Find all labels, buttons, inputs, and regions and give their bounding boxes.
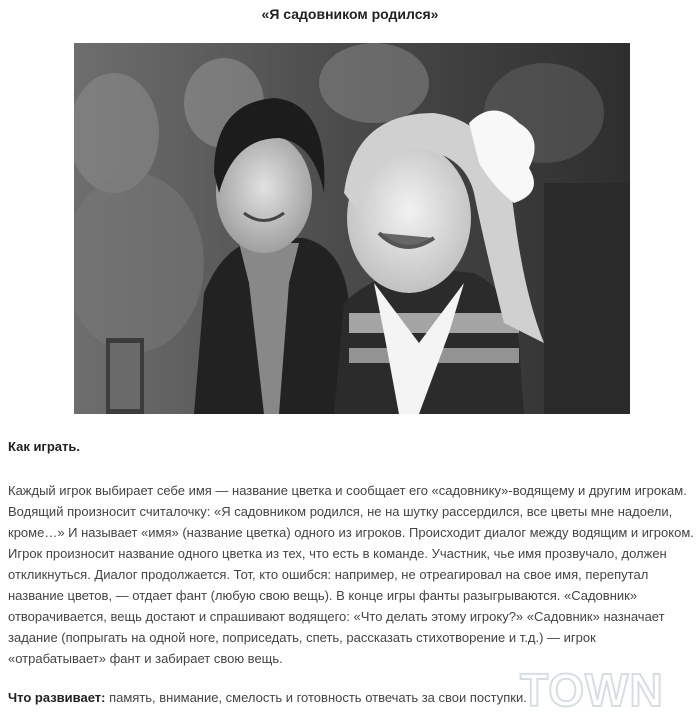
watermark-logo-icon (518, 664, 696, 714)
children-photo (74, 43, 630, 414)
section-heading: Как играть. (8, 439, 80, 454)
develops-label: Что развивает: (8, 690, 106, 705)
game-rules-paragraph: Каждый игрок выбирает себе имя — название цветка и сообщает его «садовнику»-водящему и другим игрокам. Водящий произносит считалочку: «Я садовником родился, не на шутку рассердился, все цветы мне надоели, кроме…» И называет «имя» (название цветка) одного из игроков. Происходит диалог между водящим и игроком. Игрок произносит название одного цветка из тех, что есть в команде. Участник, чье имя прозвучало, должен откликнуться. Диалог продолжается. Тот, кто ошибся: например, не отреагировал на свое имя, перепутал название цветов, — отдает фант (любую свою вещь). В конце игры фанты разыгрываются. «Садовник» отворачивается, вещь достают и спрашивают водящего: «Что делать этому игроку?» «Садовник» назначает задание (попрыгать на одной ноге, поприседать, спеть, рассказать стихотворение и т.д.) — игрок «отрабатывает» фант и забирает свою вещь. (8, 483, 694, 666)
town-watermark (518, 664, 696, 714)
develops-text: память, внимание, смелость и готовность отвечать за свои поступки. (105, 690, 527, 705)
article-title: «Я садовником родился» (261, 6, 439, 22)
photo-illustration (74, 43, 630, 414)
watermark-text: TOWN (520, 664, 664, 714)
